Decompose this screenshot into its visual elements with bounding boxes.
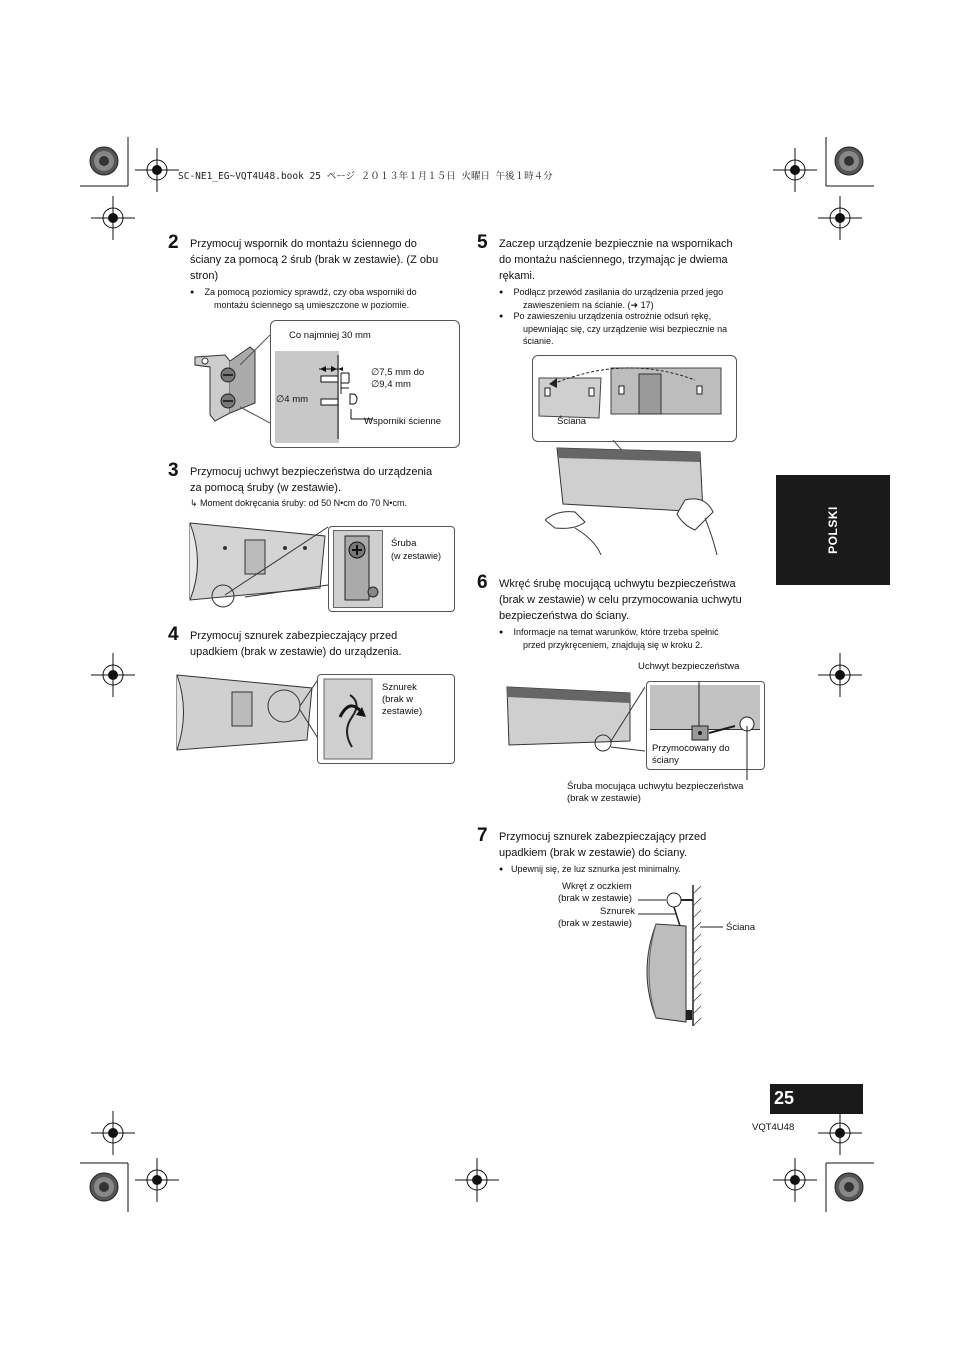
- cord-label-step7-1: Sznurek: [600, 906, 635, 917]
- fixing-screw-label-1: Śruba mocująca uchwytu bezpieczeństwa: [567, 781, 744, 792]
- step-5-detail-box: [532, 355, 737, 442]
- print-header: SC-NE1_EG~VQT4U48.book 25 ページ ２０１３年１月１５日 火曜日 午後１時４分: [178, 171, 553, 182]
- step-3-number: 3: [168, 460, 179, 481]
- side-view-wall-illustration: [638, 880, 758, 1030]
- step-3-text: Przymocuj uchwyt bezpieczeństwa do urządzenia za pomocą śruby (w zestawie).: [190, 466, 433, 494]
- cord-label-step7-2: (brak w zestawie): [558, 918, 632, 929]
- step-5-bullet-2: ● Po zawieszeniu urządzenia ostrożnie odsuń rękę, upewniając się, czy urządzenie wisi bezpiecznie na ścianie.: [499, 310, 786, 347]
- step-6-text: Wkręć śrubę mocującą uchwytu bezpieczeństwa (brak w zestawie) w celu przymocowania uchwytu bezpieczeństwa do ściany.: [499, 578, 742, 622]
- cord-label-2: (brak w: [382, 694, 414, 705]
- language-tab: [776, 475, 890, 585]
- step-7-text: Przymocuj sznurek zabezpieczający przed upadkiem (brak w zestawie) do ściany.: [499, 831, 707, 859]
- cord-closeup-drawing: [322, 677, 374, 761]
- step-7-bullet: ● Upewnij się, że luz sznurka jest minimalny.: [499, 863, 786, 876]
- cord-label-3: zestawie): [382, 706, 423, 717]
- language-tab-label: POLSKI: [826, 506, 840, 554]
- step-4-detail-box: [317, 674, 455, 764]
- step-2-detail-box: [270, 320, 460, 448]
- step-4-text: Przymocuj sznurek zabezpieczający przed upadkiem (brak w zestawie) do urządzenia.: [190, 630, 402, 658]
- hole-dimension-drawing: [311, 349, 411, 449]
- fixed-to-wall-label-2: ściany: [652, 755, 679, 766]
- arrow-return-icon: ↳: [190, 498, 201, 508]
- screw-included-label: (w zestawie): [391, 551, 442, 561]
- safety-holder-label: Uchwyt bezpieczeństwa: [638, 661, 740, 672]
- wall-brackets-label: Wsporniki ścienne: [364, 416, 442, 427]
- cord-label-1: Sznurek: [382, 682, 417, 693]
- document-code: VQT4U48: [752, 1122, 795, 1133]
- screw-diameter-label: ∅4 mm: [276, 394, 309, 405]
- step-2-number: 2: [168, 232, 179, 253]
- step-5-bullet-1: ● Podłącz przewód zasilania do urządzenia przed jego zawieszeniem na ścianie. (➜ 17): [499, 286, 786, 311]
- page-number: 25: [774, 1088, 795, 1108]
- hole-diameter-label-1: ∅7,5 mm do: [371, 367, 425, 378]
- fixed-to-wall-label-1: Przymocowany do: [652, 743, 730, 754]
- step-2-text: Przymocuj wspornik do montażu ściennego do ściany za pomocą 2 śrub (brak w zestawie). (Z obu stron): [190, 238, 439, 282]
- step-3-torque-note: ↳ Moment dokręcania śruby: od 50 N•cm do 70 N•cm.: [190, 498, 407, 508]
- callout-lines-step3: [215, 525, 335, 615]
- device-back-illustration-step4: [172, 670, 322, 760]
- screw-closeup-drawing: [333, 530, 385, 610]
- eye-screw-label-2: (brak w zestawie): [558, 893, 632, 904]
- screw-callout-line: [743, 720, 753, 780]
- step-3-detail-box: [328, 526, 455, 612]
- wall-label-step7: Ściana: [726, 922, 756, 933]
- step-4-number: 4: [168, 624, 179, 645]
- step-5-text: Zaczep urządzenie bezpiecznie na wspornikach do montażu naściennego, trzymając je dwiema rękami.: [499, 238, 733, 282]
- step-6-bullet: ● Informacje na temat warunków, które trzeba spełnić przed przykręceniem, znajdują się w kroku 2.: [499, 626, 786, 651]
- device-held-illustration: [545, 440, 725, 555]
- page-number-box: [770, 1084, 863, 1114]
- min-distance-label: Co najmniej 30 mm: [289, 330, 371, 341]
- step-5-number: 5: [477, 232, 488, 253]
- screw-label: Śruba: [391, 538, 417, 549]
- wall-label-step5: Ściana: [557, 416, 587, 427]
- step-2-bullet: ● Za pomocą poziomicy sprawdź, czy oba wsporniki do montażu ściennego są umieszczone w poziomie.: [190, 286, 477, 311]
- step-7-number: 7: [477, 825, 488, 846]
- device-wall-illustration-step6: [505, 685, 645, 755]
- step-6-number: 6: [477, 572, 488, 593]
- fixing-screw-label-2: (brak w zestawie): [567, 793, 641, 804]
- hole-diameter-label-2: ∅9,4 mm: [371, 379, 411, 390]
- eye-screw-label-1: Wkręt z oczkiem: [562, 881, 632, 892]
